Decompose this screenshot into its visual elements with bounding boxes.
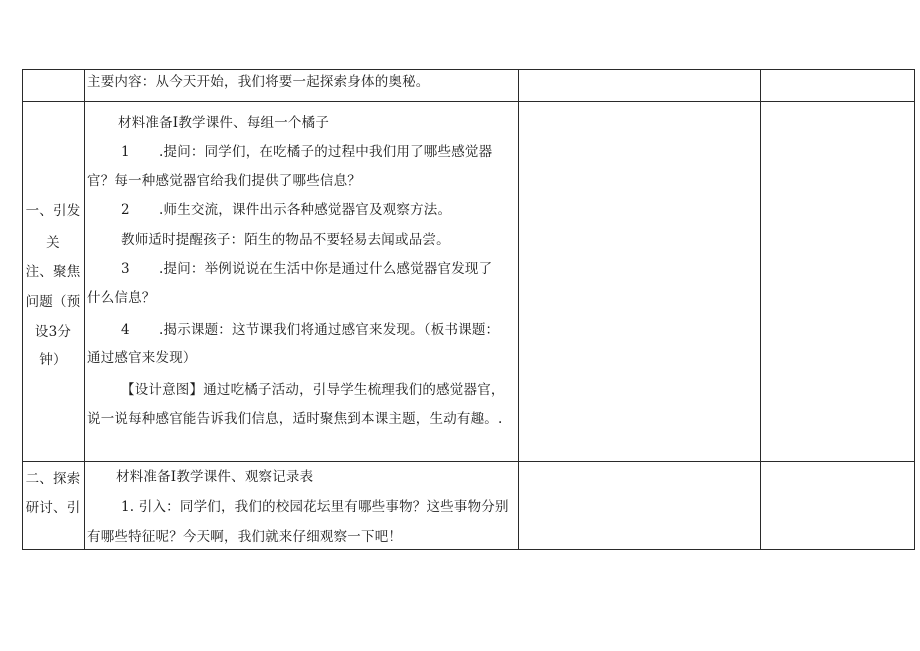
table-column-divider: [84, 69, 85, 550]
row2-step2-number: 2: [121, 202, 130, 218]
table-row-divider: [22, 461, 915, 462]
row2-stage-line: 钟）: [39, 352, 67, 368]
row2-step2-text: .师生交流，课件出示各种感觉器官及观察方法。: [159, 202, 452, 218]
row2-step1-number: 1: [121, 144, 130, 160]
row2-step3-text: .提问：举例说说在生活中你是通过什么感觉器官发现了: [159, 261, 493, 277]
row2-step1-text-cont: 官？每一种感觉器官给我们提供了哪些信息？: [87, 173, 361, 189]
table-column-divider: [760, 69, 761, 550]
row2-step1-text: .提问：同学们，在吃橘子的过程中我们用了哪些感觉器: [159, 144, 493, 160]
table-row-divider: [22, 101, 915, 102]
table-column-divider: [518, 69, 519, 550]
row2-design-intent: 【设计意图】通过吃橘子活动，引导学生梳理我们的感觉器官，: [121, 382, 505, 398]
table-border-bottom: [22, 549, 915, 550]
row3-stage-line: 研讨、引: [25, 500, 81, 516]
row3-materials: 材料准备I教学课件、观察记录表: [116, 469, 314, 485]
row3-step1-text-cont: 有哪些特征呢？今天啊，我们就来仔细观察一下吧！: [87, 529, 403, 545]
row2-stage-line: 注、聚焦: [25, 264, 81, 280]
row2-stage-line: 设3分: [34, 324, 72, 340]
row2-step4-text: .揭示课题：这节课我们将通过感官来发现。（板书课题：: [159, 322, 500, 338]
row2-step3-text-cont: 什么信息？: [87, 290, 156, 306]
row3-stage-line: 二、探索: [25, 471, 81, 487]
row3-step1-text: 1. 引入：同学们，我们的校园花坛里有哪些事物？这些事物分别: [121, 499, 509, 515]
row2-step4-text-cont: 通过感官来发现）: [87, 350, 197, 366]
row2-stage-line: 关: [46, 235, 60, 251]
row2-stage-line: 问题（预: [25, 294, 81, 310]
row2-stage-line: 一、引发: [25, 203, 81, 219]
table-border-right: [914, 69, 915, 550]
row2-design-intent-cont: 说一说每种感官能告诉我们信息，适时聚焦到本课主题，生动有趣。.: [87, 411, 503, 427]
row2-step4-number: 4: [121, 322, 130, 338]
row2-step3-number: 3: [121, 261, 130, 277]
row2-teacher-note: 教师适时提醒孩子：陌生的物品不要轻易去闻或品尝。: [121, 232, 450, 248]
row1-content: 主要内容：从今天开始，我们将要一起探索身体的奥秘。: [87, 74, 430, 90]
table-border-top: [22, 69, 915, 70]
row2-materials: 材料准备I教学课件、每组一个橘子: [118, 115, 330, 131]
